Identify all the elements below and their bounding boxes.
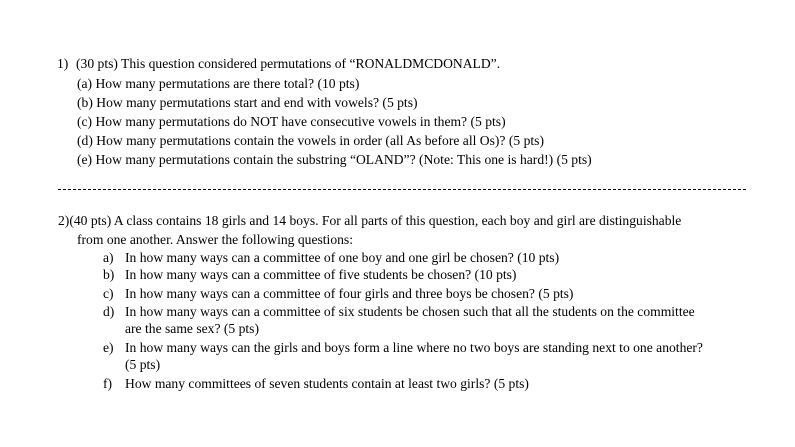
section-divider <box>58 189 746 190</box>
q1-stem: (30 pts) This question considered permutations of “RONALDMCDONALD”. <box>76 56 501 71</box>
q1-part-c: (c) How many permutations do NOT have consecutive vowels in them? (5 pts) <box>77 114 506 129</box>
q1-number: 1) <box>57 56 69 71</box>
q2-part-f-text: How many committees of seven students contain at least two girls? (5 pts) <box>125 376 529 391</box>
q2-part-b-text: In how many ways can a committee of five students be chosen? (10 pts) <box>125 267 517 282</box>
q2-stem-line1: 2)(40 pts) A class contains 18 girls and 14 boys. For all parts of this question, each boy and girl are distinguishable <box>58 213 682 228</box>
q2-part-b-label: b) <box>103 267 115 282</box>
q1-part-a: (a) How many permutations are there total? (10 pts) <box>77 76 360 91</box>
q2-part-a-text: In how many ways can a committee of one boy and one girl be chosen? (10 pts) <box>125 250 560 265</box>
q2-part-d-label: d) <box>103 304 115 319</box>
q2-part-d-text-cont: are the same sex? (5 pts) <box>125 321 259 336</box>
q2-stem-line2: from one another. Answer the following questions: <box>77 232 353 247</box>
q1-part-d: (d) How many permutations contain the vowels in order (all As before all Os)? (5 pts) <box>77 133 544 148</box>
q2-part-c-label: c) <box>103 286 114 301</box>
q1-part-e: (e) How many permutations contain the substring “OLAND”? (Note: This one is hard!) (5 pts) <box>77 152 592 167</box>
q2-part-d-text: In how many ways can a committee of six students be chosen such that all the students on the committee <box>125 304 695 319</box>
q2-part-e-label: e) <box>103 340 114 355</box>
q2-part-e-text-cont: (5 pts) <box>125 357 161 372</box>
q2-part-c-text: In how many ways can a committee of four girls and three boys be chosen? (5 pts) <box>125 286 574 301</box>
q2-part-e-text: In how many ways can the girls and boys form a line where no two boys are standing next to one another? <box>125 340 703 355</box>
q1-part-b: (b) How many permutations start and end with vowels? (5 pts) <box>77 95 418 110</box>
q2-part-f-label: f) <box>103 376 113 391</box>
q2-part-a-label: a) <box>103 250 114 265</box>
